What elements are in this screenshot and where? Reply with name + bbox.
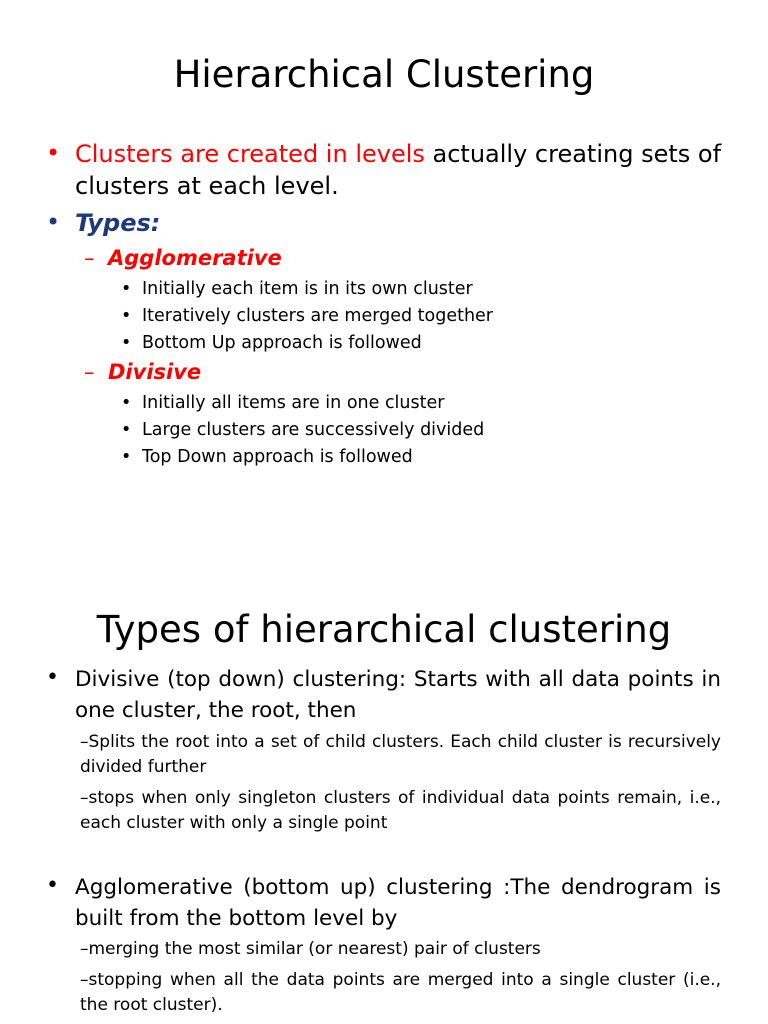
bullet-marker: • (121, 393, 132, 413)
slide-hierarchical-clustering (0, 0, 768, 500)
bullet-agglomerative-clustering: Agglomerative (bottom up) clustering :The dendrogram is built from the bottom level by (75, 875, 721, 931)
bullet-marker: • (121, 279, 132, 299)
sub-point: –stopping when all the data points are merged into a single cluster (i.e., the root cluster). (80, 970, 721, 1015)
dash-marker: – (84, 246, 95, 270)
list-item: Bottom Up approach is followed (142, 333, 422, 353)
list-item: Initially each item is in its own cluster (142, 279, 473, 299)
sub-point: –Splits the root into a set of child clusters. Each child cluster is recursively divided further (80, 732, 721, 777)
bullet-marker: • (121, 306, 132, 326)
bullet-types: Types: (75, 209, 161, 237)
bullet-divisive-clustering: Divisive (top down) clustering: Starts with all data points in one cluster, the root, then (75, 667, 721, 723)
list-item: Large clusters are successively divided (142, 420, 485, 440)
list-item: Top Down approach is followed (142, 447, 413, 467)
bullet-body-text: actually creating sets of clusters at each level. (75, 140, 722, 200)
bullet-marker: • (46, 665, 59, 690)
sub-point: –merging the most similar (or nearest) pair of clusters (80, 939, 541, 959)
bullet-marker: • (46, 873, 59, 898)
slide-title: Hierarchical Clustering (173, 53, 595, 96)
list-item: Initially all items are in one cluster (142, 393, 445, 413)
bullet-clusters-levels (75, 138, 725, 202)
sub-point: –stops when only singleton clusters of individual data points remain, i.e., each cluster with only a single point (80, 788, 721, 833)
bullet-marker: • (46, 208, 61, 236)
bullet-marker: • (121, 420, 132, 440)
slide-title-types: Types of hierarchical clustering (96, 608, 672, 651)
list-item: Iteratively clusters are merged together (142, 306, 493, 326)
subheading-agglomerative: Agglomerative (108, 246, 282, 270)
subheading-divisive: Divisive (108, 360, 202, 384)
dash-marker: – (84, 360, 95, 384)
bullet-marker: • (121, 447, 132, 467)
bullet-highlight-text: Clusters are created in levels (75, 140, 425, 168)
bullet-marker: • (121, 333, 132, 353)
bullet-marker: • (46, 139, 61, 167)
